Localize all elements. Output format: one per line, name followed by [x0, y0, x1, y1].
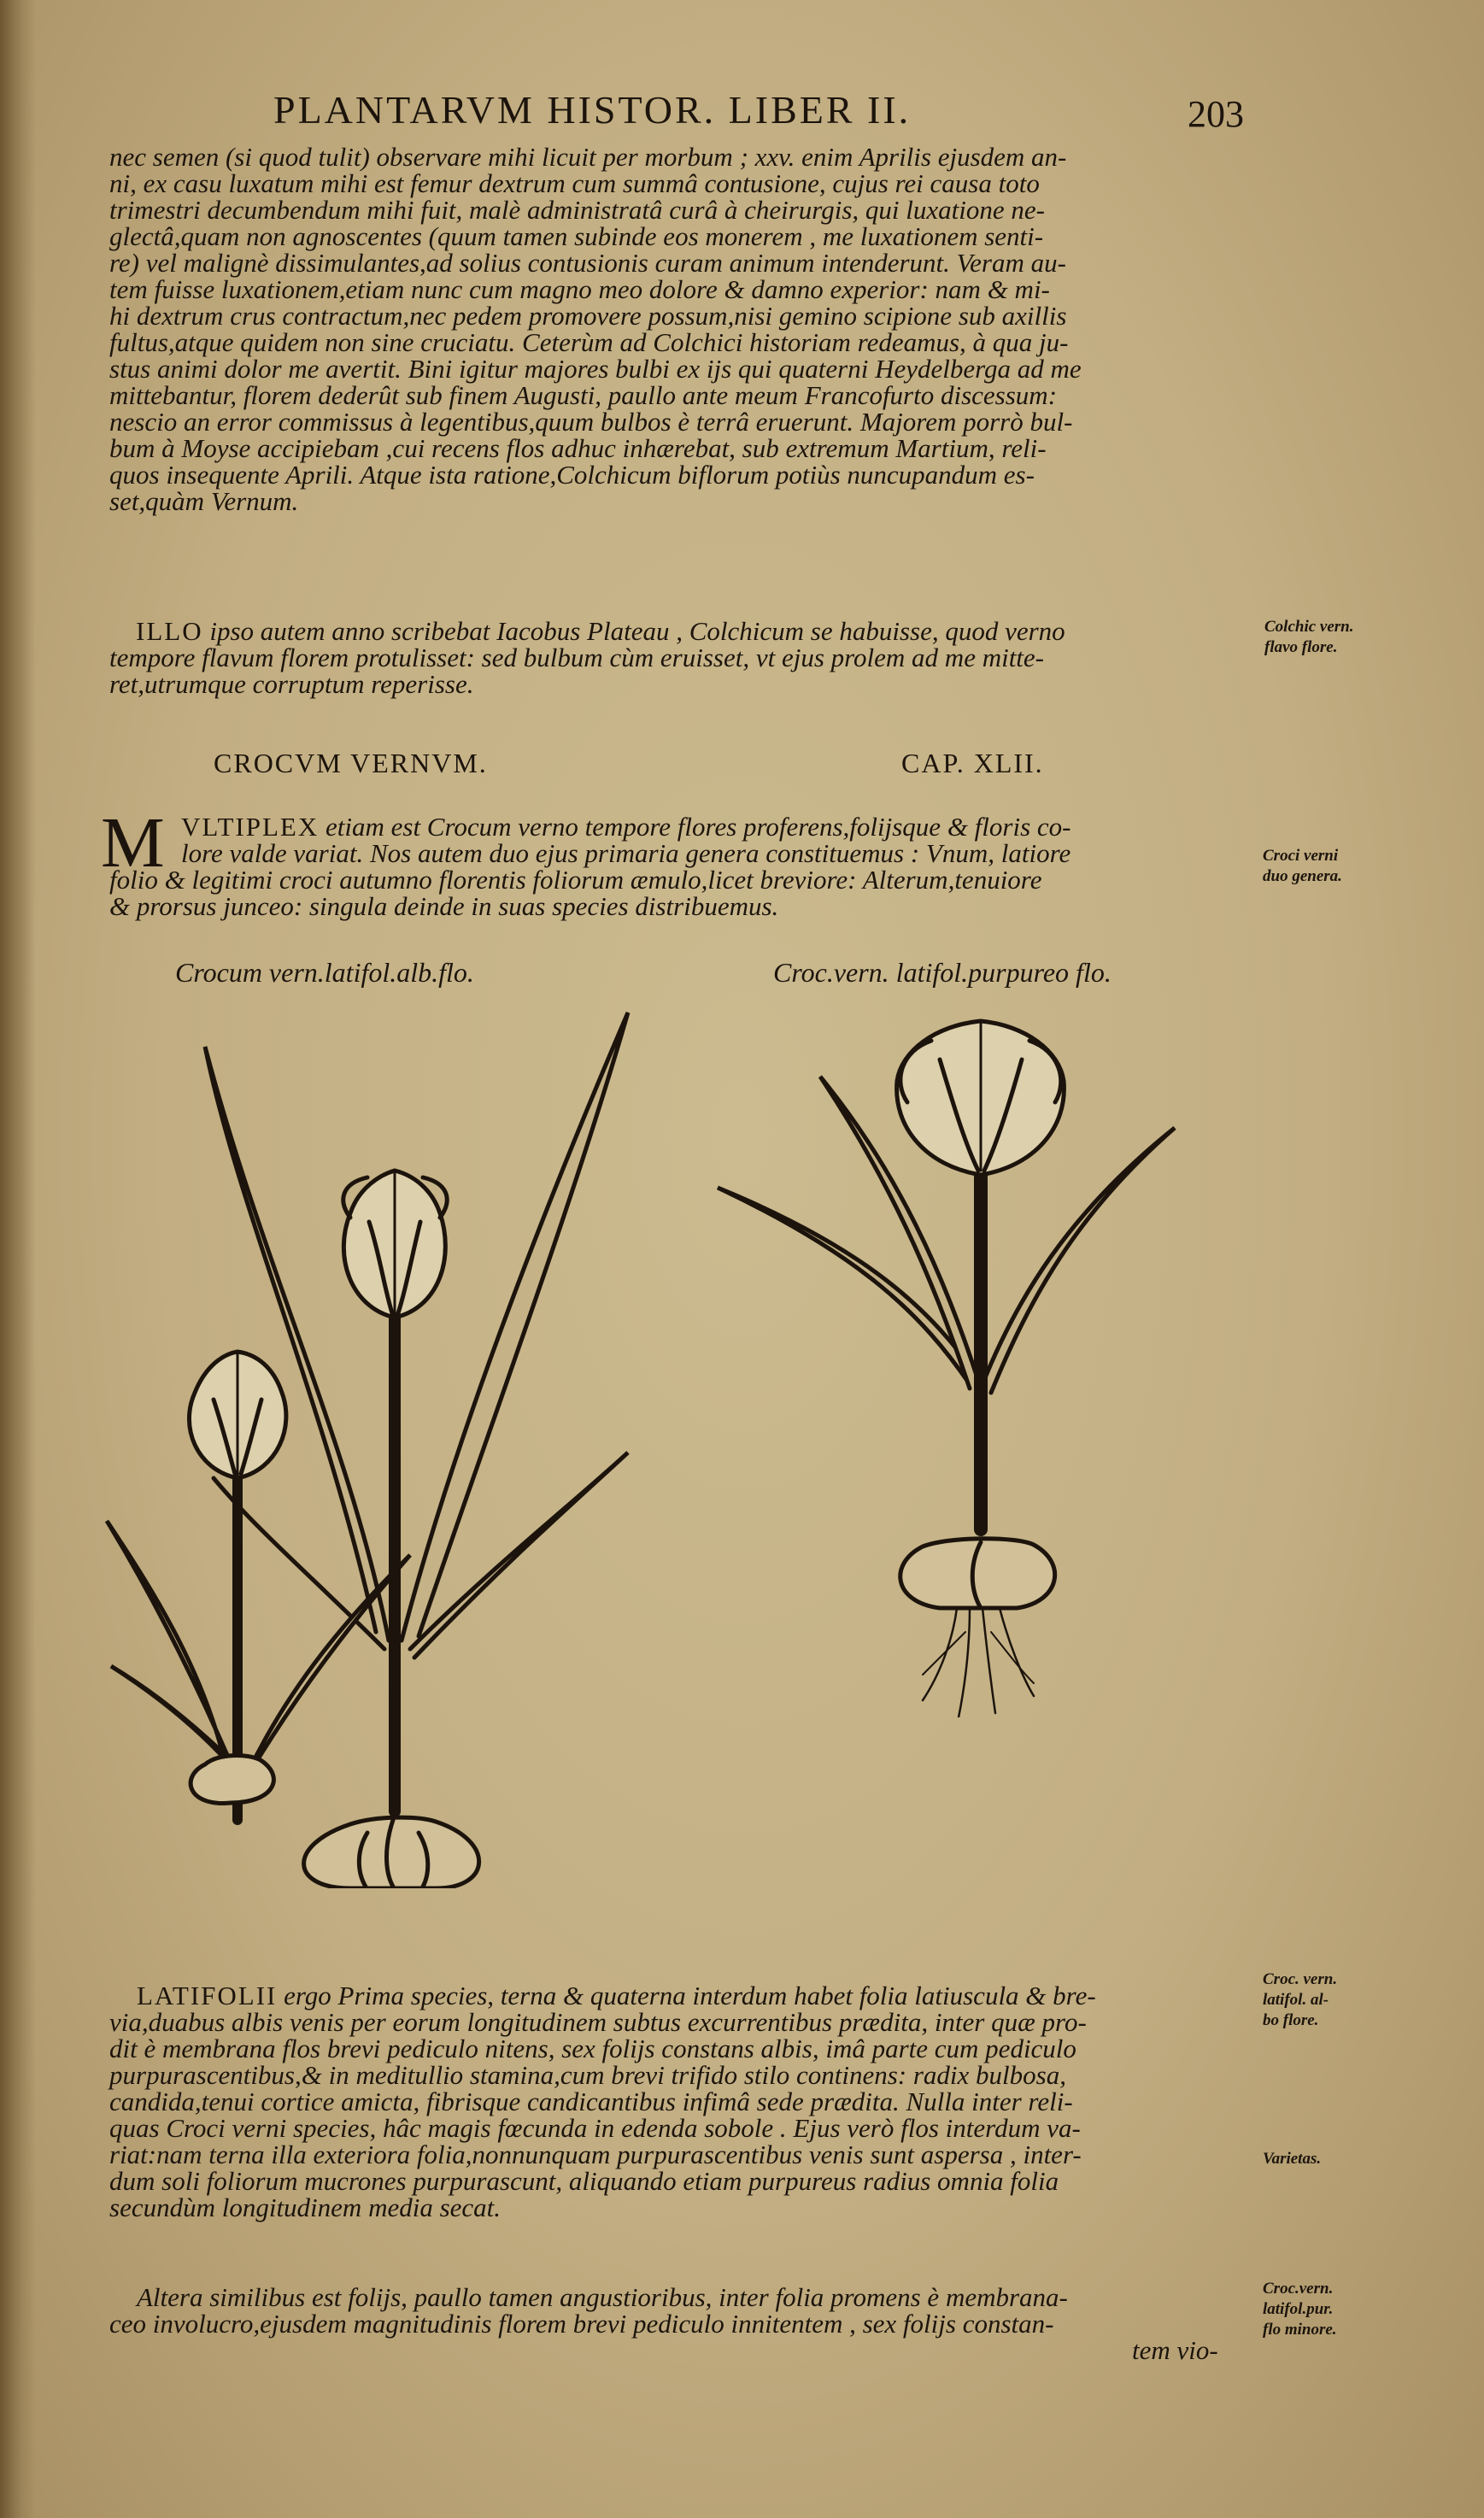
caption-white-crocus: Crocum vern.latifol.alb.flo. [175, 957, 474, 988]
text-line: & prorsus junceo: singula deinde in suas species distribuemus. [109, 891, 779, 921]
plateau-paragraph [109, 618, 1254, 697]
section-title: CROCVM VERNVM. [214, 748, 488, 778]
marginal-line: flo minore. [1263, 2321, 1337, 2339]
catchword [1132, 2337, 1269, 2363]
latifolii-paragraph-continued [109, 2009, 1263, 2221]
text-line: ret,utrumque corruptum reperisse. [109, 669, 474, 699]
altera-paragraph [137, 2284, 1264, 2310]
text-line: fultus,atque quidem non sine cruciatu. Ceterùm ad Colchici historiam redeamus, à qua ju- [109, 327, 1069, 357]
text-line: quas Croci verni species, hâc magis fœcunda in edenda sobole . Ejus verò flos interdum va- [109, 2113, 1081, 2143]
text-line: dum soli foliorum mucrones purpurascunt, aliquando etiam purpureus radius omnia folia [109, 2166, 1059, 2196]
chapter-label: CAP. XLII. [901, 748, 1044, 778]
text-fragment: etiam est Crocum verno tempore flores proferens,folijsque & floris co- [326, 812, 1071, 842]
marginal-note-colchic [1264, 617, 1354, 658]
marginal-line: Croci verni [1263, 847, 1339, 865]
text-line: nescio an error commissus à legentibus,quum bulbos è terrâ eruerunt. Majorem porrò bul- [109, 407, 1073, 437]
text-fragment: ergo Prima species, terna & quaterna interdum habet folia latiuscula & bre- [284, 1981, 1096, 2010]
paragraph-lead-word: VLTIPLEX [181, 812, 320, 842]
marginal-note-croc-purp [1263, 2279, 1337, 2340]
text-line: ni, ex casu luxatum mihi est femur dextrum cum summâ contusione, cujus rei causa toto [109, 168, 1040, 198]
marginal-line: bo flore. [1263, 2011, 1319, 2029]
text-line: candida,tenui cortice amicta, fibrisque candicantibus infimâ sede prædita. Nulla inter reli- [109, 2087, 1073, 2116]
paragraph-lead-word: ILLO [136, 616, 203, 646]
text-line: Altera similibus est folijs, paullo tamen angustioribus, inter folia promens è membrana- [137, 2282, 1068, 2312]
text-line: trimestri decumbendum mihi fuit, malè administratâ curâ à cheirurgis, qui luxatione ne- [109, 195, 1045, 225]
marginal-note-croc-albo [1263, 1969, 1337, 2031]
text-line: re) vel malignè dissimulantes,ad solius contusionis curam animum intenderunt. Veram au- [109, 248, 1066, 278]
crocus-intro-continued [109, 866, 1254, 919]
text-line: riat:nam terna illa exteriora folia,nonnunquam purpurascentibus venis sunt aspersa , inter- [109, 2139, 1082, 2169]
drop-cap-initial: M [101, 803, 165, 883]
text-line: mittebantur, florem dederût sub finem Augusti, paullo ante meum Francofurto discessum: [109, 380, 1058, 410]
colchicum-paragraph [109, 144, 1391, 514]
text-line: dit è membrana flos brevi pediculo nitens, sex folijs constans albis, imâ parte cum pediculo [109, 2034, 1076, 2063]
crocus-intro-paragraph [181, 813, 1258, 866]
marginal-line: flavo flore. [1264, 638, 1338, 656]
text-line: purpurascentibus,& in meditullio stamina,cum brevi trifido stilo continens: radix bulbosa, [109, 2060, 1066, 2090]
text-line: set,quàm Vernum. [109, 486, 299, 516]
text-line [137, 1982, 1264, 2009]
text-line: folio & legitimi croci autumno florentis foliorum æmulo,licet breviore: Alterum,tenuiore [109, 865, 1042, 895]
text-line: tem vio- [1132, 2335, 1218, 2365]
text-line: stus animi dolor me avertit. Bini igitur majores bulbi ex ijs qui quaterni Heydelberga ad me [109, 354, 1082, 384]
marginal-line: Croc.vern. [1263, 2280, 1334, 2298]
text-line: bum à Moyse accipiebam ,cui recens flos adhuc inhærebat, sub extremum Martium, reli- [109, 433, 1047, 463]
text-line: ceo involucro,ejusdem magnitudinis florem brevi pediculo innitentem , sex folijs constan- [109, 2309, 1054, 2339]
text-fragment: ipso autem anno scribebat Iacobus Plateau , Colchicum se habuisse, quod verno [209, 616, 1065, 646]
text-line: tem fuisse luxationem,etiam nunc cum magno meo dolore & damno experior: nam & mi- [109, 274, 1050, 304]
purple-crocus-woodcut [709, 1000, 1188, 1717]
text-line: nec semen (si quod tulit) observare mihi licuit per morbum ; xxv. enim Aprilis ejusdem an- [109, 142, 1067, 172]
text-line: glectâ,quam non agnoscentes (quum tamen subinde eos monerem , me luxationem senti- [109, 221, 1044, 251]
paragraph-lead-word: LATIFOLII [137, 1981, 278, 2010]
marginal-note-croci [1263, 846, 1342, 887]
text-line: via,duabus albis venis per eorum longitudinem subtus excurrentibus prædita, inter quæ pro- [109, 2007, 1087, 2037]
text-line: quos insequente Aprili. Atque ista ratione,Colchicum biflorum potiùs nuncupandum es- [109, 460, 1035, 490]
marginal-line: Colchic vern. [1264, 618, 1354, 636]
white-crocus-woodcut [94, 1000, 649, 1888]
marginal-line: latifol. al- [1263, 1991, 1329, 2009]
text-line [181, 813, 1258, 840]
running-head: PLANTARVM HISTOR. LIBER II. [273, 88, 912, 132]
marginal-line: Varietas. [1263, 2150, 1322, 2168]
page-gutter-shadow [0, 0, 36, 2518]
text-line [109, 618, 1254, 644]
page-number: 203 [1188, 93, 1244, 135]
altera-paragraph-continued [109, 2310, 1263, 2337]
caption-purple-crocus: Croc.vern. latifol.purpureo flo. [773, 957, 1112, 988]
text-line: secundùm longitudinem media secat. [109, 2192, 502, 2222]
marginal-line: duo genera. [1263, 867, 1342, 885]
text-line: hi dextrum crus contractum,nec pedem promovere possum,nisi gemino scipione sub axillis [109, 301, 1067, 331]
marginal-note-varietas [1263, 2149, 1321, 2169]
marginal-line: Croc. vern. [1263, 1970, 1338, 1988]
latifolii-paragraph [137, 1982, 1264, 2009]
marginal-line: latifol.pur. [1263, 2300, 1334, 2318]
text-line: lore valde variat. Nos autem duo ejus primaria genera constituemus : Vnum, latiore [181, 838, 1071, 868]
text-line: tempore flavum florem protulisset: sed bulbum cùm eruisset, vt ejus prolem ad me mitte- [109, 643, 1045, 672]
